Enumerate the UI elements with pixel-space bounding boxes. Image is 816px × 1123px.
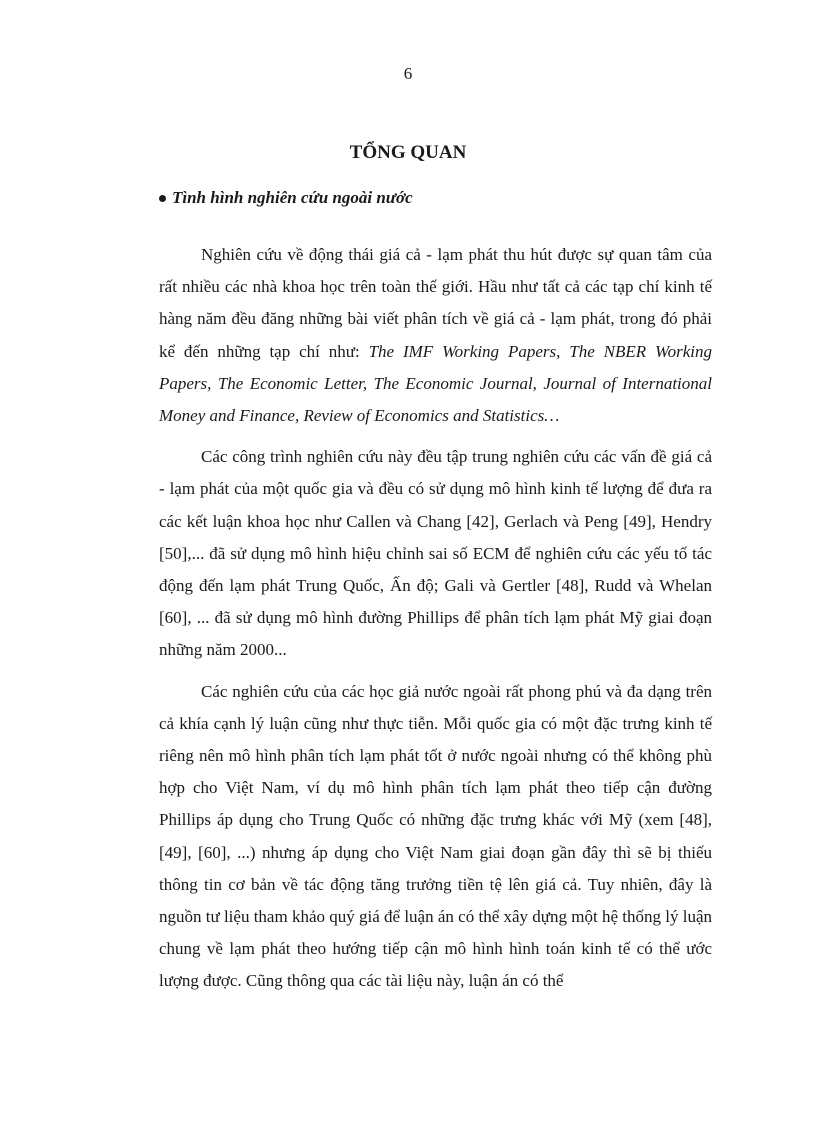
journal-list: The IMF Working Papers, The NBER Working Papers, The Economic Letter, The Economic Journal, Journal of International Money and Finance, Review of Economics and Statistics… — [159, 341, 712, 426]
page-number: 6 — [403, 64, 413, 83]
paragraph-2: Các công trình nghiên cứu này đều tập trung nghiên cứu các vấn đề giá cả - lạm phát của một quốc gia và đều có sử dụng mô hình kinh tế lượng để đưa ra các kết luận khoa học như Callen và Chang [42], Gerlach và Peng [49], Hendry [50],... đã sử dụng mô hình hiệu chỉnh sai số ECM để nghiên cứu các yếu tố tác động đến lạm phát Trung Quốc, Ấn độ; Gali và Gertler [48], Rudd và Whelan [60], ... đã sử dụng mô hình đường Phillips để phân tích lạm phát Mỹ giai đoạn những năm 2000... — [159, 447, 712, 660]
page-title: TỔNG QUAN — [349, 142, 467, 163]
paragraph-3: Các nghiên cứu của các học giả nước ngoài rất phong phú và đa dạng trên cả khía cạnh lý luận cũng như thực tiễn. Mỗi quốc gia có một đặc trưng kinh tế riêng nên mô hình phân tích lạm phát tốt ở nước ngoài nhưng có thể không phù hợp cho Việt Nam, ví dụ mô hình phân tích lạm phát theo tiếp cận đường Phillips áp dụng cho Trung Quốc có những đặc trưng khác với Mỹ (xem [48], [49], [60], ...) nhưng áp dụng cho Việt Nam giai đoạn gần đây thì sẽ bị thiếu thông tin cơ bản về tác động tăng trưởng tiền tệ lên giá cả. Tuy nhiên, đây là nguồn tư liệu tham khảo quý giá để luận án có thể xây dựng một hệ thống lý luận chung về lạm phát theo hướng tiếp cận mô hình hình toán kinh tế có thể ước lượng được. Cũng thông qua các tài liệu này, luận án có thể — [159, 681, 712, 991]
bullet-icon — [159, 195, 166, 202]
section-heading — [159, 188, 413, 208]
paragraph-1-text: Nghiên cứu về động thái giá cả - lạm phát thu hút được sự quan tâm của rất nhiều các nhà khoa học trên toàn thế giới. Hầu như tất cả các tạp chí kinh tế hàng năm đều đăng những bài viết phân tích về giá cả - lạm phát, trong đó phải kể đến những tạp chí như: — [159, 245, 712, 361]
body-text — [159, 239, 712, 1007]
section-heading-text: Tình hình nghiên cứu ngoài nước — [172, 188, 413, 207]
paragraph-1 — [159, 239, 712, 432]
